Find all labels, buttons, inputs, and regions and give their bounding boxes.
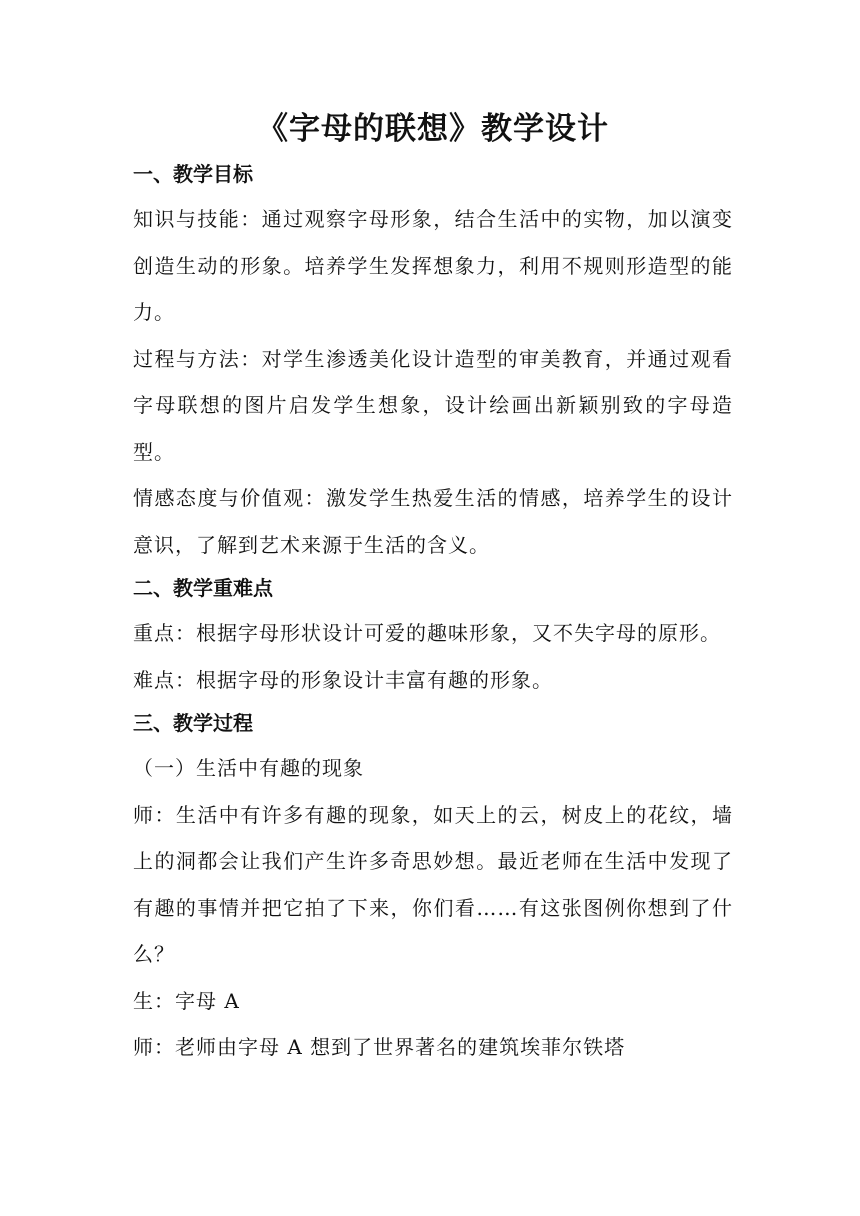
section-heading-teaching-process: 三、教学过程 — [133, 711, 253, 735]
paragraph-process-method: 过程与方法：对学生渗透美化设计造型的审美教育，并通过观看字母联想的图片启发学生想象，设计绘画出新颖别致的字母造型。 — [133, 346, 733, 464]
paragraph-student-answer: 生：字母 A — [133, 988, 240, 1013]
section-heading-teaching-objectives: 一、教学目标 — [133, 162, 253, 186]
section-heading-key-difficult-points: 二、教学重难点 — [133, 576, 273, 600]
paragraph-difficult-point: 难点：根据字母的形象设计丰富有趣的形象。 — [133, 667, 553, 692]
subheading-interesting-phenomena: （一）生活中有趣的现象 — [133, 756, 364, 780]
document-content — [133, 106, 733, 1071]
paragraph-key-point: 重点：根据字母形状设计可爱的趣味形象，又不失字母的原形。 — [133, 621, 721, 645]
paragraph-teacher-eiffel: 师：老师由字母 A 想到了世界著名的建筑埃菲尔铁塔 — [133, 1035, 626, 1059]
paragraph-emotion-values: 情感态度与价值观：激发学生热爱生活的情感，培养学生的设计意识，了解到艺术来源于生活的含义。 — [133, 486, 733, 557]
paragraph-teacher-intro: 师：生活中有许多有趣的现象，如天上的云，树皮上的花纹，墙上的洞都会让我们产生许多奇思妙想。最近老师在生活中发现了有趣的事情并把它拍了下来，你们看……有这张图例你想到了什么？ — [133, 802, 733, 966]
paragraph-knowledge-skills: 知识与技能：通过观察字母形象，结合生活中的实物，加以演变创造生动的形象。培养学生发挥想象力，利用不规则形造型的能力。 — [133, 207, 733, 324]
document-title: 《字母的联想》教学设计 — [257, 111, 609, 147]
